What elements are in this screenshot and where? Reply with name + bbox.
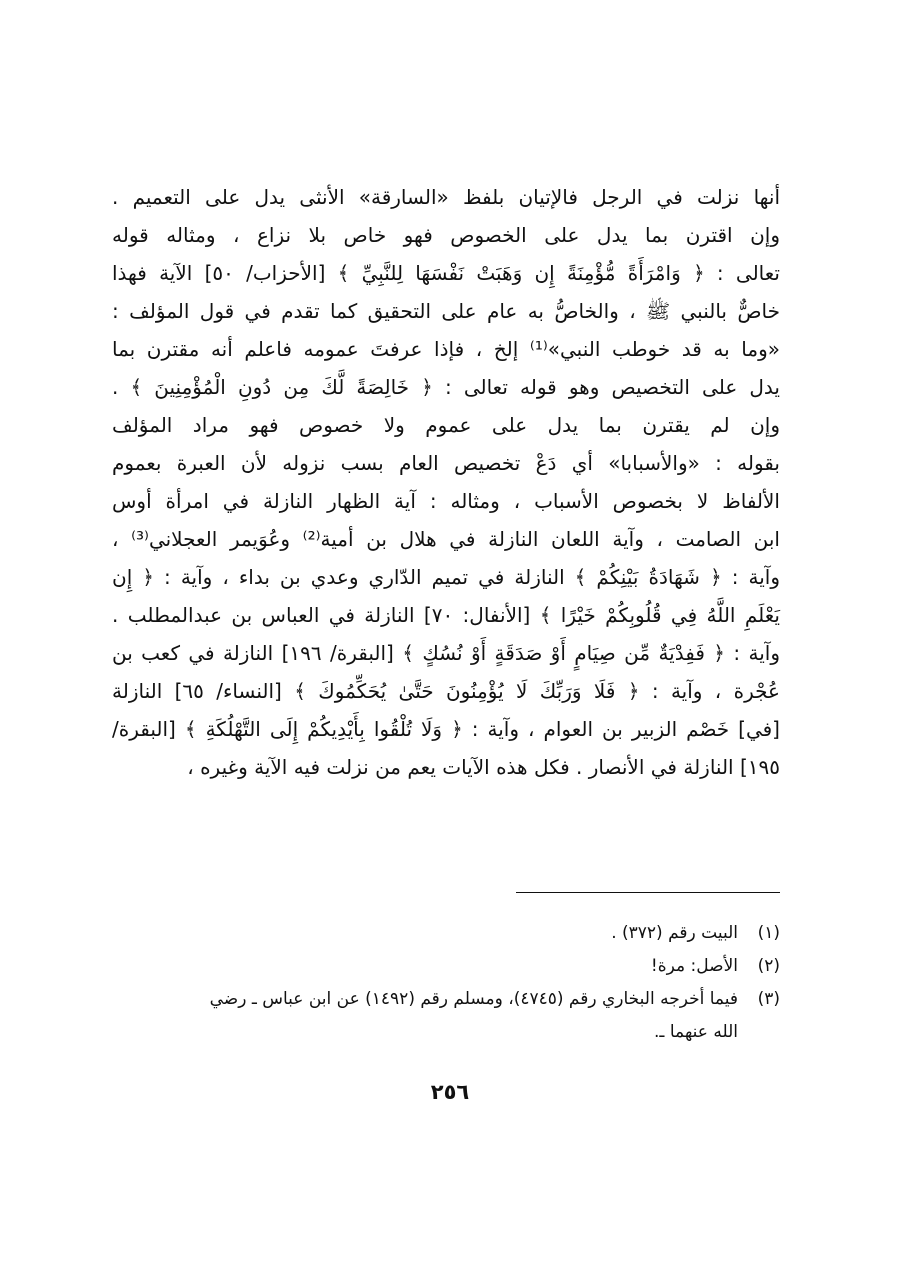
footnote-continuation [112,1017,780,1047]
body-line: يَعْلَمِ اللَّهُ فِي قُلُوبِكُمْ خَيْرًا ﴾ [الأنفال: ٧٠] النازلة في العباس بن عبدالمطلب . [112,603,780,627]
footnote-number: (٣) [757,989,780,1009]
page-number: ٢٥٦ [430,1080,470,1104]
body-line: عُجْرة ، وآية : ﴿ فَلَا وَرَبِّكَ لَا يُؤْمِنُونَ حَتَّىٰ يُحَكِّمُوكَ ﴾ [النساء/ ٦٥] النازلة [112,679,780,703]
footnote-text: الله عنهما ـ. [654,1022,738,1042]
footnote-number: (١) [757,923,780,943]
footnote-separator [516,892,780,893]
footnote-text: البيت رقم (٣٧٢) . [611,923,738,943]
footnotes [112,918,780,1050]
body-line: الألفاظ لا بخصوص الأسباب ، ومثاله : آية الظهار النازلة في امرأة أوس [112,489,780,513]
body-line: «وما به قد خوطب النبي»⁽¹⁾ إلخ ، فإذا عرفتَ عمومه فاعلم أنه مقترن بما [112,337,780,361]
body-line: ابن الصامت ، وآية اللعان النازلة في هلال بن أمية⁽²⁾ وعُوَيمر العجلاني⁽³⁾ ، [112,527,780,551]
footnote-item [112,984,780,1014]
body-line: تعالى : ﴿ وَامْرَأَةً مُّؤْمِنَةً إِن وَهَبَتْ نَفْسَهَا لِلنَّبِيِّ ﴾ [الأحزاب/ ٥٠] الآية فهذا [112,261,780,285]
body-line: وآية : ﴿ فَفِدْيَةٌ مِّن صِيَامٍ أَوْ صَدَقَةٍ أَوْ نُسُكٍ ﴾ [البقرة/ ١٩٦] النازلة في كعب بن [112,641,780,665]
footnote-item [112,918,780,948]
footnote-number: (٢) [757,956,780,976]
body-line: أنها نزلت في الرجل فالإتيان بلفظ «السارقة» الأنثى يدل على التعميم . [112,185,780,209]
body-line: ١٩٥] النازلة في الأنصار . فكل هذه الآيات يعم من نزلت فيه الآية وغيره ، [187,755,780,779]
body-line: خاصٌّ بالنبي ﷺ ، والخاصُّ به عام على التحقيق كما تقدم في قول المؤلف : [112,299,780,323]
body-line: وآية : ﴿ شَهَادَةُ بَيْنِكُمْ ﴾ النازلة في تميم الدّاري وعدي بن بداء ، وآية : ﴿ إِن [112,565,780,589]
body-text [112,178,780,786]
body-line: وإن لم يقترن بما يدل على عموم ولا خصوص فهو مراد المؤلف [112,413,780,437]
body-line: يدل على التخصيص وهو قوله تعالى : ﴿ خَالِصَةً لَّكَ مِن دُونِ الْمُؤْمِنِينَ ﴾ . [112,375,780,399]
footnote-text: فيما أخرجه البخاري رقم (٤٧٤٥)، ومسلم رقم (١٤٩٢) عن ابن عباس ـ رضي [209,989,738,1009]
body-line: وإن اقترن بما يدل على الخصوص فهو خاص بلا نزاع ، ومثاله قوله [112,223,780,247]
footnote-text: الأصل: مرة! [650,956,738,976]
body-line: [في] خَصْم الزبير بن العوام ، وآية : ﴿ وَلَا تُلْقُوا بِأَيْدِيكُمْ إِلَى التَّهْلُكَةِ ﴾ [البقرة/ [112,717,780,741]
footnote-item [112,951,780,981]
body-line: بقوله : «والأسبابا» أي دَعْ تخصيص العام بسب نزوله لأن العبرة بعموم [112,451,780,475]
